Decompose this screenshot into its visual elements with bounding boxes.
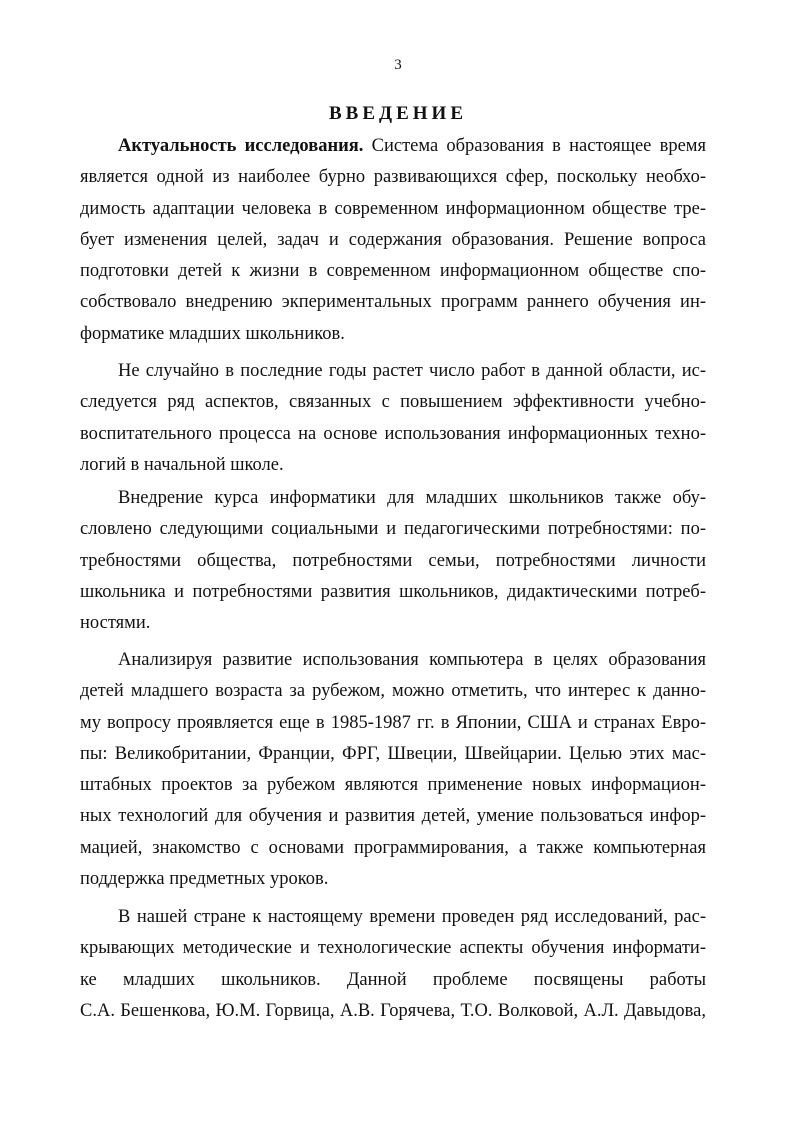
text-line: димость адаптации человека в современном информационном обществе тре- [80,198,706,219]
text-line: штабных проектов за рубежом являются применение новых информацион- [80,775,706,796]
paragraph-research-growth [80,356,706,481]
text-line: школьника и потребностями развития школьников, дидактическими потреб- [80,581,706,602]
text-line: поддержка предметных уроков. [80,869,329,890]
text-line: ке младших школьников. Данной проблеме посвящены работы [80,969,706,990]
text-line: му вопросу проявляется еще в 1985-1987 гг. в Японии, США и странах Евро- [80,712,706,733]
page-number: 3 [394,57,402,73]
text-line: ных технологий для обучения и развития детей, умение пользоваться инфор- [80,806,706,827]
text-line: Анализируя развитие использования компьютера в целях образования [118,650,706,670]
text-line: пы: Великобритании, Франции, ФРГ, Швеции, Швейцарии. Целью этих мас- [80,743,706,764]
text-line: крывающих методические и технологические аспекты обучения информати- [80,938,706,959]
text-line: словлено следующими социальными и педагогическими потребностями: по- [80,519,706,540]
text-line: является одной из наиболее бурно развивающихся сфер, поскольку необхо- [80,167,706,188]
text-line: форматике младших школьников. [80,323,345,344]
paragraph-domestic-research [80,902,706,1027]
text-line: В нашей стране к настоящему времени проведен ряд исследований, рас- [118,907,706,927]
text-line: детей младшего возраста за рубежом, можно отметить, что интерес к данно- [80,681,706,702]
text-line: ностями. [80,613,151,634]
paragraph-course-needs [80,483,706,639]
relevance-heading: Актуальность исследования. [118,136,364,156]
text-line: воспитательного процесса на основе использования информационных техно- [80,423,706,444]
text-line: Не случайно в последние годы растет число работ в данной области, ис- [118,361,706,381]
text-line: мацией, знакомство с основами программирования, а также компьютерная [80,837,706,858]
text-line: следуется ряд аспектов, связанных с повышением эффективности учебно- [80,392,706,413]
text-line: подготовки детей к жизни в современном информационном обществе спо- [80,261,706,282]
text-line: логий в начальной школе. [80,454,284,475]
paragraph-relevance [80,131,706,350]
text-line: Актуальность исследования. Система образования в настоящее время [118,136,706,156]
text-line: бует изменения целей, задач и содержания образования. Решение вопроса [80,229,706,250]
text-line: С.А. Бешенкова, Ю.М. Горвица, А.В. Горячева, Т.О. Волковой, А.Л. Давыдова, [80,1000,706,1021]
text-line: собствовало внедрению экпериментальных программ раннего обучения ин- [80,292,706,313]
text-line: Внедрение курса информатики для младших школьников также обу- [118,488,706,508]
paragraph-foreign-experience [80,645,706,895]
page-title: ВВЕДЕНИЕ [329,103,467,124]
text-line: требностями общества, потребностями семьи, потребностями личности [80,550,706,571]
